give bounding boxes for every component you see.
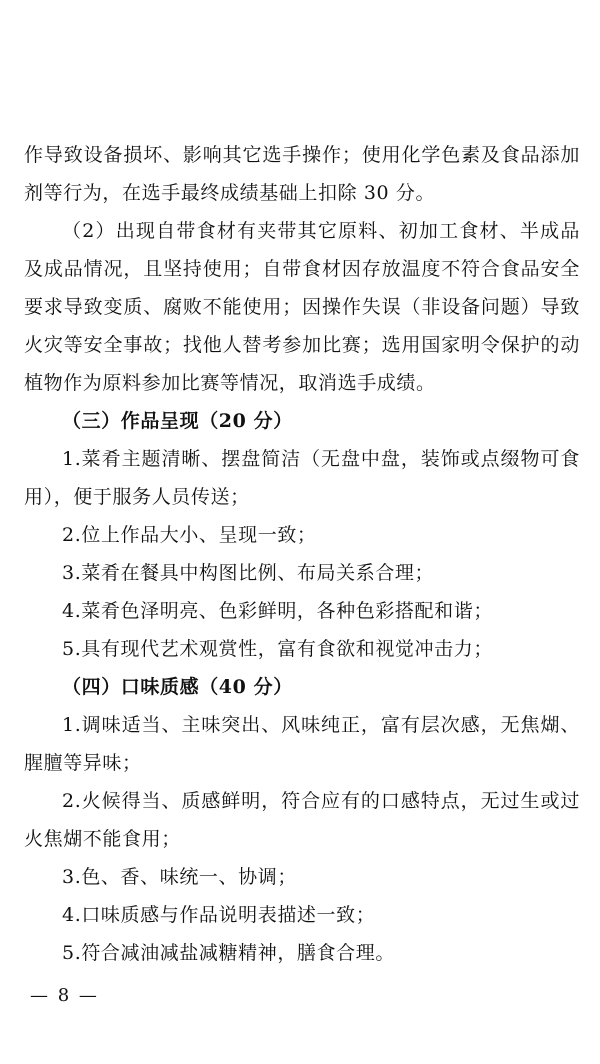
paragraph-item-2: （2）出现自带食材有夹带其它原料、初加工食材、半成品及成品情况，且坚持使用；自带食材因存放温度不符合食品安全要求导致变质、腐败不能使用；因操作失误（非设备问题）导致火灾等安全事故；找他人替考参加比赛；选用国家明令保护的动植物作为原料参加比赛等情况，取消选手成绩。 — [24, 220, 580, 394]
list-item: 1.调味适当、主味突出、风味纯正，富有层次感，无焦煳、腥膻等异味； — [24, 714, 580, 774]
document-body — [24, 136, 580, 972]
list-item: 3.菜肴在餐具中构图比例、布局关系合理； — [62, 562, 435, 584]
section-heading-presentation: （三）作品呈现（20 分） — [62, 410, 293, 432]
paragraph-continuation: 作导致设备损坏、影响其它选手操作；使用化学色素及食品添加剂等行为，在选手最终成绩基础上扣除 30 分。 — [24, 144, 580, 204]
list-item: 2.位上作品大小、呈现一致； — [62, 524, 317, 546]
list-item: 5.符合减油减盐减糖精神，膳食合理。 — [62, 942, 395, 964]
list-item: 4.口味质感与作品说明表描述一致； — [62, 904, 376, 926]
list-item: 4.菜肴色泽明亮、色彩鲜明，各种色彩搭配和谐； — [62, 600, 493, 622]
page-number: — 8 — — [30, 985, 99, 1006]
section-heading-taste: （四）口味质感（40 分） — [62, 676, 293, 698]
list-item: 5.具有现代艺术观赏性，富有食欲和视觉冲击力； — [62, 638, 493, 660]
list-item: 3.色、香、味统一、协调； — [62, 866, 297, 888]
list-item: 1.菜肴主题清晰、摆盘简洁（无盘中盘，装饰或点缀物可食用），便于服务人员传送； — [24, 448, 580, 508]
list-item: 2.火候得当、质感鲜明，符合应有的口感特点，无过生或过火焦煳不能食用； — [24, 790, 580, 850]
